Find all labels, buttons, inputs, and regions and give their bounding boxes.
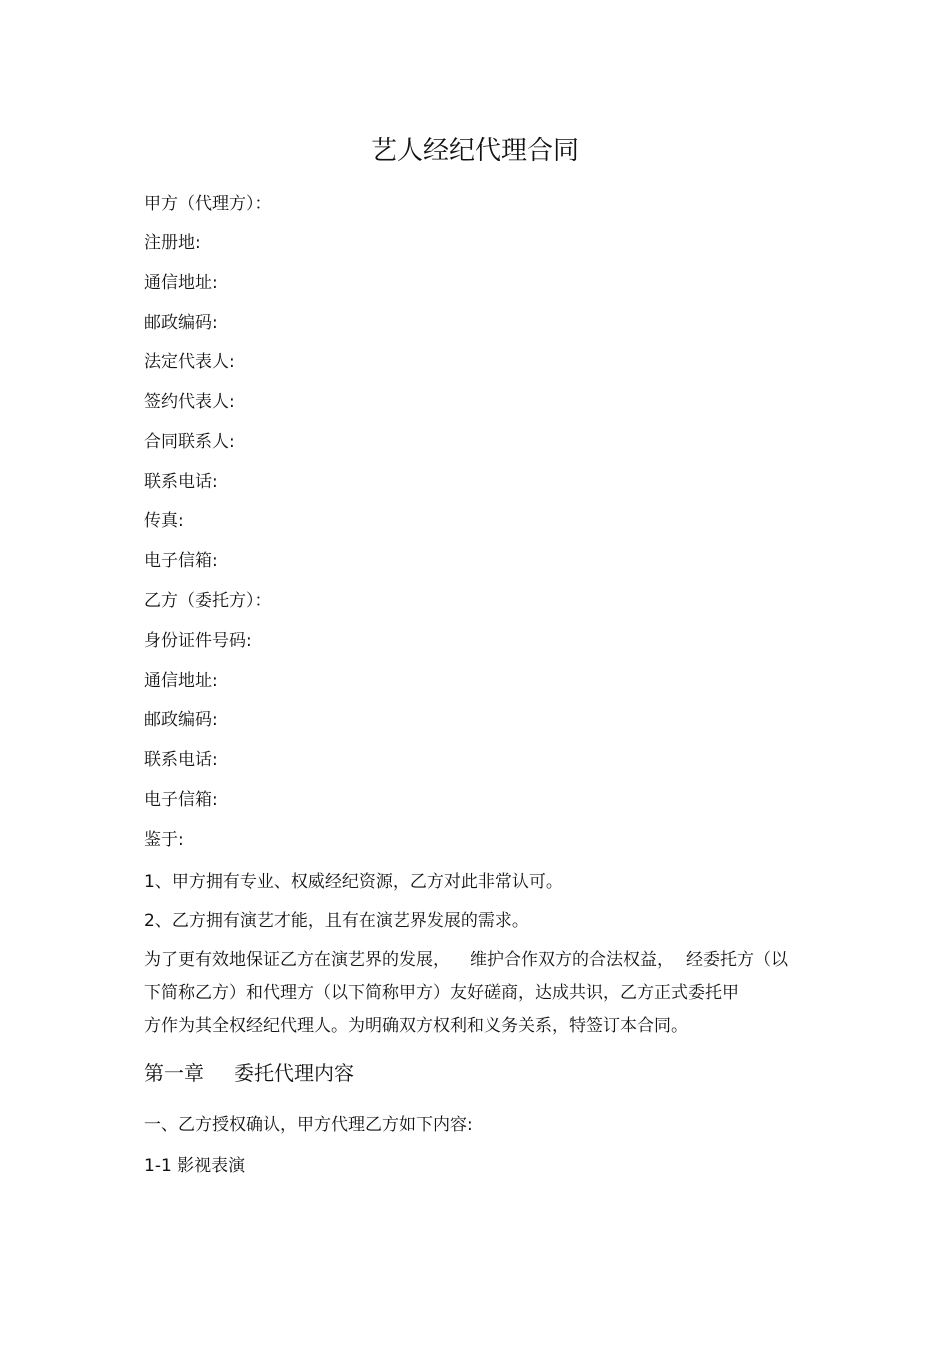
- chapter-1-section-1: 一、乙方授权确认，甲方代理乙方如下内容:: [144, 1115, 473, 1135]
- preamble-line-1-part-2: 维护合作双方的合法权益，: [470, 950, 674, 970]
- party-a-contract-contact: 合同联系人:: [144, 432, 235, 452]
- whereas-item-2: 2、乙方拥有演艺才能，且有在演艺界发展的需求。: [144, 911, 529, 931]
- whereas-heading: 鉴于:: [144, 830, 184, 850]
- chapter-1-heading: [144, 1060, 354, 1086]
- party-b-postal-code: 邮政编码:: [144, 710, 218, 730]
- party-a-heading: 甲方（代理方）：: [144, 194, 272, 214]
- party-a-mailing-address: 通信地址:: [144, 273, 218, 293]
- preamble-line-1-part-3: 经委托方（以: [686, 950, 788, 970]
- preamble-line-1: [144, 949, 788, 971]
- party-a-registered-address: 注册地:: [144, 233, 201, 253]
- whereas-item-1: 1、甲方拥有专业、权威经纪资源，乙方对此非常认可。: [144, 872, 563, 892]
- party-b-phone: 联系电话:: [144, 750, 218, 770]
- preamble-line-2: 下简称乙方）和代理方（以下简称甲方）友好磋商，达成共识，乙方正式委托甲: [144, 983, 739, 1003]
- party-a-signing-representative: 签约代表人:: [144, 392, 235, 412]
- preamble-line-1-part-1: 为了更有效地保证乙方在演艺界的发展，: [144, 950, 450, 970]
- party-a-postal-code: 邮政编码:: [144, 313, 218, 333]
- party-b-id-number: 身份证件号码:: [144, 631, 252, 651]
- party-b-email: 电子信箱:: [144, 790, 218, 810]
- chapter-1-item-1-1: 1-1 影视表演: [144, 1156, 246, 1176]
- document-title: 艺人经纪代理合同: [370, 136, 579, 166]
- party-a-phone: 联系电话:: [144, 472, 218, 492]
- party-b-heading: 乙方（委托方）：: [144, 591, 272, 611]
- preamble-line-3: 方作为其全权经纪代理人。为明确双方权利和义务关系，特签订本合同。: [144, 1016, 688, 1036]
- party-a-legal-representative: 法定代表人:: [144, 352, 235, 372]
- chapter-1-title: 委托代理内容: [234, 1061, 354, 1085]
- party-a-fax: 传真:: [144, 511, 184, 531]
- party-b-mailing-address: 通信地址:: [144, 671, 218, 691]
- party-a-email: 电子信箱:: [144, 551, 218, 571]
- chapter-1-number: 第一章: [144, 1061, 204, 1085]
